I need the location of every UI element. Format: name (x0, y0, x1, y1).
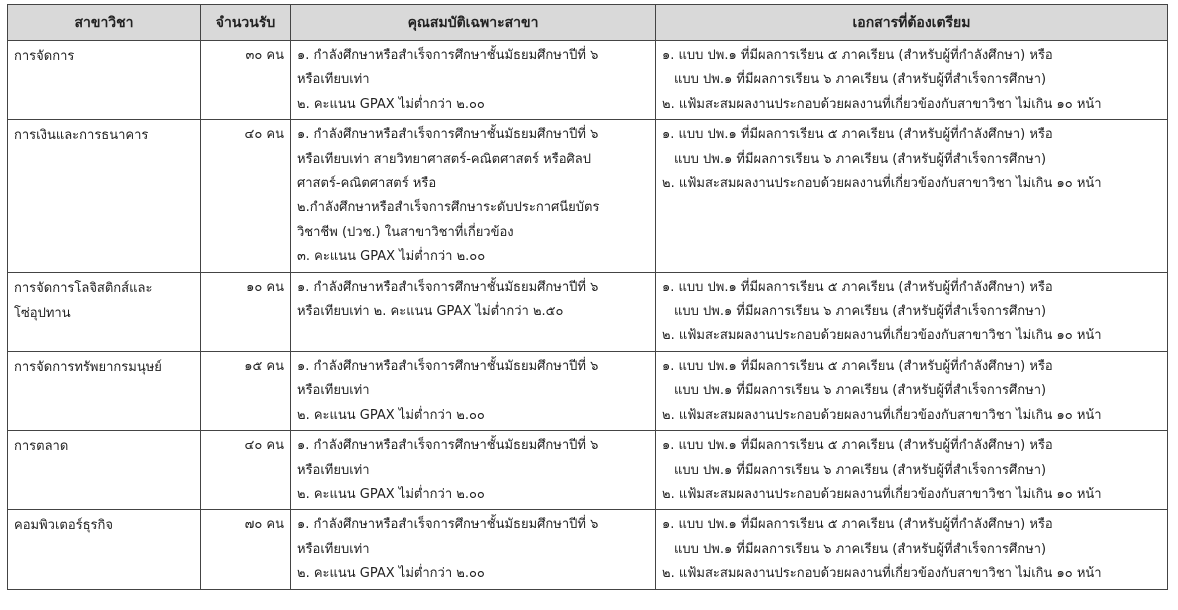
seats-cell (201, 41, 291, 120)
document-line: ๒. แฟ้มสะสมผลงานประกอบด้วยผลงานที่เกี่ยวข้องกับสาขาวิชา ไม่เกิน ๑๐ หน้า (662, 566, 1102, 582)
admission-requirements-table (7, 4, 1168, 590)
header-seats: จำนวนรับ (201, 5, 291, 41)
major-cell (8, 272, 201, 351)
seats-value: ๓๐ คน (245, 48, 284, 63)
document-line: แบบ ปพ.๑ ที่มีผลการเรียน ๖ ภาคเรียน (สำหรับผู้ที่สำเร็จการศึกษา) (674, 304, 1047, 320)
header-documents: เอกสารที่ต้องเตรียม (656, 5, 1168, 41)
major-name: โซ่อุปทาน (14, 305, 71, 321)
seats-value: ๑๕ คน (244, 358, 284, 374)
document-line: แบบ ปพ.๑ ที่มีผลการเรียน ๖ ภาคเรียน (สำหรับผู้ที่สำเร็จการศึกษา) (674, 72, 1047, 88)
document-line: ๑. แบบ ปพ.๑ ที่มีผลการเรียน ๕ ภาคเรียน (สำหรับผู้ที่กำลังศึกษา) หรือ (662, 517, 1053, 533)
seats-cell (201, 120, 291, 272)
qualification-line: ๒. คะแนน GPAX ไม่ต่ำกว่า ๒.๐๐ (297, 407, 485, 423)
header-major: สาขาวิชา (8, 5, 201, 41)
seats-value: ๑๐ คน (246, 279, 284, 295)
seats-value: ๗๐ คน (244, 517, 284, 533)
qualification-line: ๑. กำลังศึกษาหรือสำเร็จการศึกษาชั้นมัธยมศึกษาปีที่ ๖ (297, 358, 599, 374)
document-line: ๒. แฟ้มสะสมผลงานประกอบด้วยผลงานที่เกี่ยวข้องกับสาขาวิชา ไม่เกิน ๑๐ หน้า (662, 176, 1102, 192)
major-name: การตลาด (14, 439, 69, 455)
qualification-line: ๑. กำลังศึกษาหรือสำเร็จการศึกษาชั้นมัธยมศึกษาปีที่ ๖ (297, 48, 599, 63)
major-cell (8, 41, 201, 120)
documents-cell (656, 431, 1168, 510)
table-row (8, 431, 1168, 510)
header-qualifications: คุณสมบัติเฉพาะสาขา (291, 5, 656, 41)
document-line: แบบ ปพ.๑ ที่มีผลการเรียน ๖ ภาคเรียน (สำหรับผู้ที่สำเร็จการศึกษา) (674, 151, 1047, 167)
documents-cell (656, 510, 1168, 589)
major-cell (8, 431, 201, 510)
document-line: แบบ ปพ.๑ ที่มีผลการเรียน ๖ ภาคเรียน (สำหรับผู้ที่สำเร็จการศึกษา) (674, 462, 1047, 478)
table-row (8, 510, 1168, 589)
document-line: ๒. แฟ้มสะสมผลงานประกอบด้วยผลงานที่เกี่ยวข้องกับสาขาวิชา ไม่เกิน ๑๐ หน้า (662, 96, 1102, 112)
major-cell (8, 351, 201, 430)
qualifications-cell (291, 120, 656, 272)
qualification-line: ๒. คะแนน GPAX ไม่ต่ำกว่า ๒.๐๐ (297, 96, 485, 112)
qualification-line: วิชาชีพ (ปวช.) ในสาขาวิชาที่เกี่ยวข้อง (297, 224, 514, 240)
qualifications-cell (291, 351, 656, 430)
major-name: การจัดการ (14, 49, 75, 64)
qualification-line: ศาสตร์-คณิตศาสตร์ หรือ (297, 176, 437, 192)
seats-cell (201, 510, 291, 589)
qualification-line: หรือเทียบเท่า ๒. คะแนน GPAX ไม่ต่ำกว่า ๒.๕๐ (297, 304, 564, 320)
document-line: แบบ ปพ.๑ ที่มีผลการเรียน ๖ ภาคเรียน (สำหรับผู้ที่สำเร็จการศึกษา) (674, 541, 1047, 557)
document-line: ๒. แฟ้มสะสมผลงานประกอบด้วยผลงานที่เกี่ยวข้องกับสาขาวิชา ไม่เกิน ๑๐ หน้า (662, 328, 1102, 344)
documents-cell (656, 272, 1168, 351)
major-name: คอมพิวเตอร์ธุรกิจ (14, 518, 114, 534)
qualification-line: ๓. คะแนน GPAX ไม่ต่ำกว่า ๒.๐๐ (297, 249, 486, 265)
document-line: แบบ ปพ.๑ ที่มีผลการเรียน ๖ ภาคเรียน (สำหรับผู้ที่สำเร็จการศึกษา) (674, 383, 1047, 399)
seats-value: ๔๐ คน (244, 438, 284, 454)
seats-cell (201, 272, 291, 351)
qualifications-cell (291, 510, 656, 589)
table-row (8, 351, 1168, 430)
qualification-line: ๒. คะแนน GPAX ไม่ต่ำกว่า ๒.๐๐ (297, 566, 485, 582)
qualification-line: หรือเทียบเท่า (297, 541, 370, 557)
qualification-line: หรือเทียบเท่า (297, 72, 370, 88)
table-row (8, 41, 1168, 120)
documents-cell (656, 41, 1168, 120)
qualifications-cell (291, 431, 656, 510)
qualification-line: ๒. คะแนน GPAX ไม่ต่ำกว่า ๒.๐๐ (297, 486, 485, 502)
major-cell (8, 510, 201, 589)
qualification-line: หรือเทียบเท่า สายวิทยาศาสตร์-คณิตศาสตร์ หรือศิลป (297, 151, 591, 167)
table-body (8, 41, 1168, 590)
qualification-line: ๑. กำลังศึกษาหรือสำเร็จการศึกษาชั้นมัธยมศึกษาปีที่ ๖ (297, 127, 599, 143)
admission-table-container (7, 4, 1167, 590)
document-line: ๑. แบบ ปพ.๑ ที่มีผลการเรียน ๕ ภาคเรียน (สำหรับผู้ที่กำลังศึกษา) หรือ (662, 279, 1053, 295)
documents-cell (656, 351, 1168, 430)
qualifications-cell (291, 41, 656, 120)
qualification-line: ๒.กำลังศึกษาหรือสำเร็จการศึกษาระดับประกาศนียบัตร (297, 200, 600, 216)
document-line: ๑. แบบ ปพ.๑ ที่มีผลการเรียน ๕ ภาคเรียน (สำหรับผู้ที่กำลังศึกษา) หรือ (662, 358, 1053, 374)
qualification-line: ๑. กำลังศึกษาหรือสำเร็จการศึกษาชั้นมัธยมศึกษาปีที่ ๖ (297, 438, 599, 454)
document-line: ๒. แฟ้มสะสมผลงานประกอบด้วยผลงานที่เกี่ยวข้องกับสาขาวิชา ไม่เกิน ๑๐ หน้า (662, 486, 1102, 502)
qualification-line: หรือเทียบเท่า (297, 383, 370, 399)
major-name: การจัดการทรัพยากรมนุษย์ (14, 359, 162, 375)
major-name: การเงินและการธนาคาร (14, 128, 149, 144)
document-line: ๒. แฟ้มสะสมผลงานประกอบด้วยผลงานที่เกี่ยวข้องกับสาขาวิชา ไม่เกิน ๑๐ หน้า (662, 407, 1102, 423)
qualification-line: ๑. กำลังศึกษาหรือสำเร็จการศึกษาชั้นมัธยมศึกษาปีที่ ๖ (297, 517, 599, 533)
qualification-line: หรือเทียบเท่า (297, 462, 370, 478)
qualification-line: ๑. กำลังศึกษาหรือสำเร็จการศึกษาชั้นมัธยมศึกษาปีที่ ๖ (297, 279, 599, 295)
document-line: ๑. แบบ ปพ.๑ ที่มีผลการเรียน ๕ ภาคเรียน (สำหรับผู้ที่กำลังศึกษา) หรือ (662, 438, 1053, 454)
seats-cell (201, 431, 291, 510)
qualifications-cell (291, 272, 656, 351)
table-header-row (8, 5, 1168, 41)
documents-cell (656, 120, 1168, 272)
table-row (8, 272, 1168, 351)
document-line: ๑. แบบ ปพ.๑ ที่มีผลการเรียน ๕ ภาคเรียน (สำหรับผู้ที่กำลังศึกษา) หรือ (662, 127, 1053, 143)
major-cell (8, 120, 201, 272)
document-line: ๑. แบบ ปพ.๑ ที่มีผลการเรียน ๕ ภาคเรียน (สำหรับผู้ที่กำลังศึกษา) หรือ (662, 48, 1053, 63)
seats-value: ๔๐ คน (244, 127, 284, 143)
table-row (8, 120, 1168, 272)
seats-cell (201, 351, 291, 430)
major-name: การจัดการโลจิสติกส์และ (14, 280, 153, 296)
